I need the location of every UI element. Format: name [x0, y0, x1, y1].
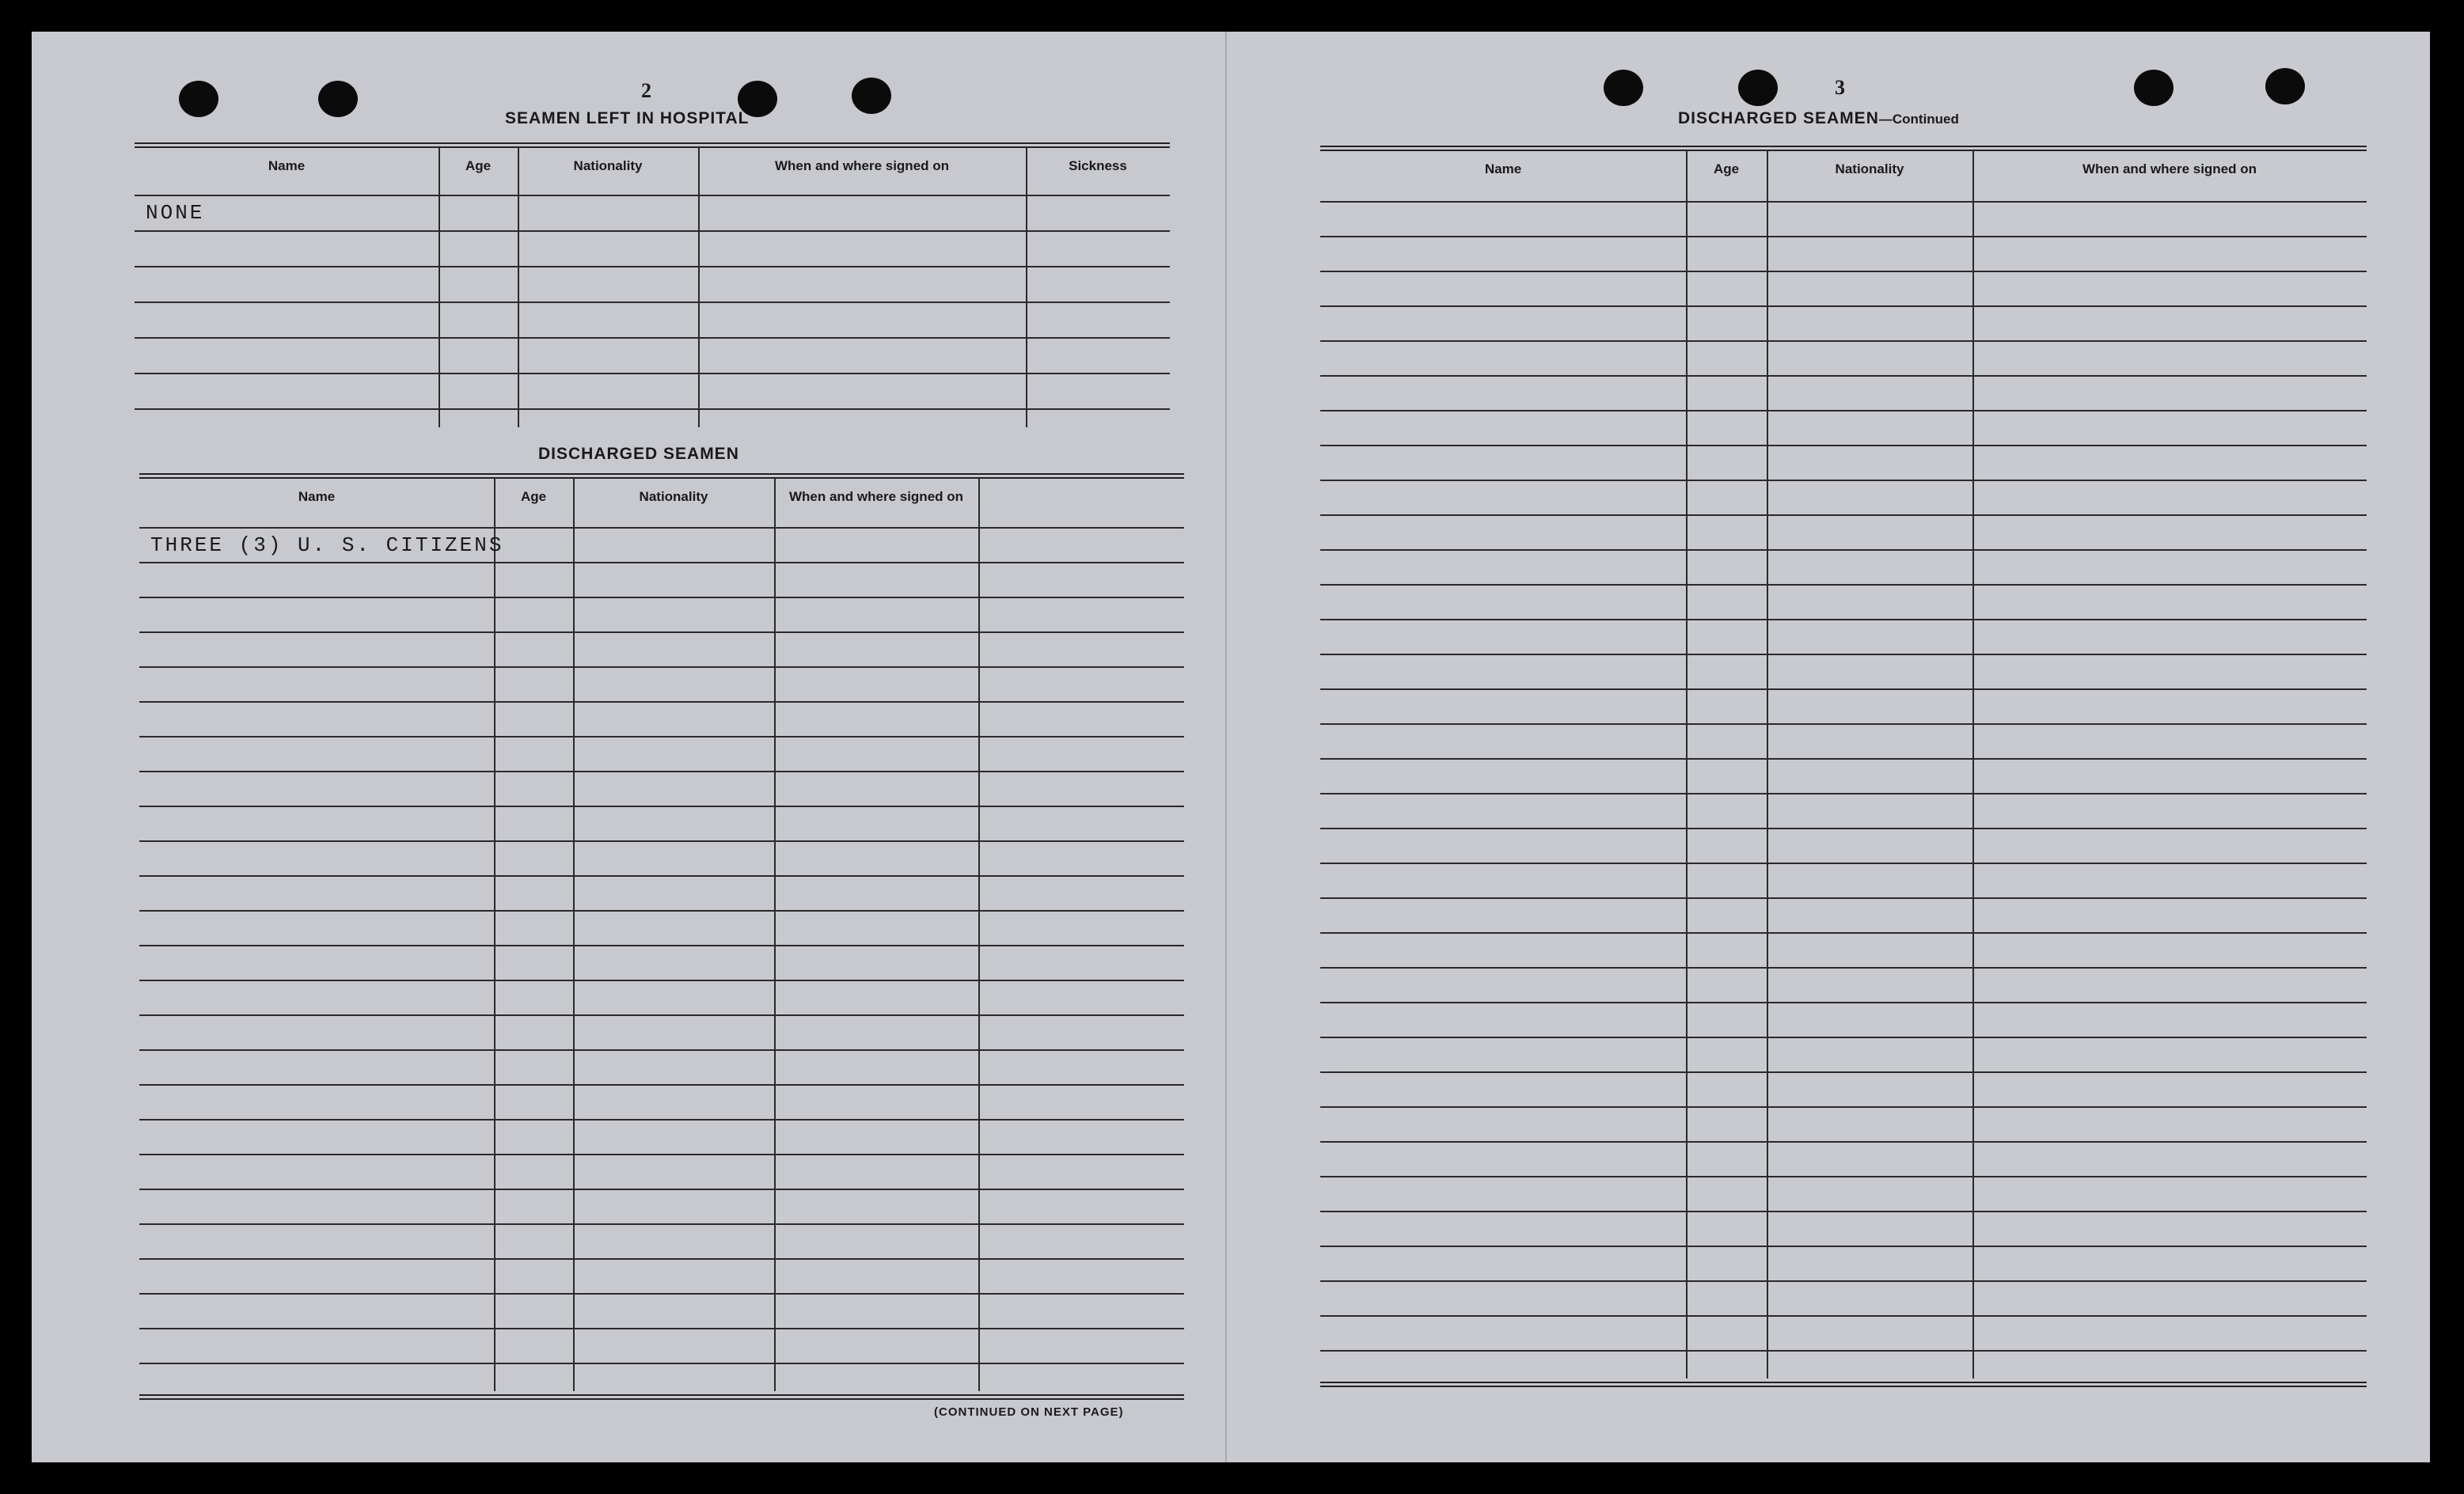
row-line — [1320, 793, 2367, 794]
column-divider — [774, 478, 776, 1391]
column-header: Nationality — [1835, 161, 1904, 176]
header-rule — [139, 527, 1184, 529]
row-line — [1320, 863, 2367, 864]
row-line — [1320, 967, 2367, 969]
row-line — [139, 875, 1184, 877]
row-line — [139, 1293, 1184, 1295]
title-text: DISCHARGED SEAMEN — [1678, 109, 1879, 127]
row-line — [1320, 514, 2367, 516]
row-line — [1320, 1350, 2367, 1352]
punch-hole — [318, 81, 358, 117]
row-line — [139, 631, 1184, 633]
row-line — [1320, 1246, 2367, 1247]
column-divider — [573, 478, 575, 1391]
row-line — [1320, 897, 2367, 899]
column-divider — [1026, 147, 1027, 427]
row-line — [1320, 1071, 2367, 1073]
column-header: Name — [268, 158, 306, 173]
typed-entry: THREE (3) U. S. CITIZENS — [150, 533, 504, 557]
row-line — [1320, 723, 2367, 725]
column-header: When and where signed on — [788, 489, 964, 504]
row-line — [1320, 305, 2367, 307]
row-line — [139, 1119, 1184, 1120]
column-divider — [698, 147, 700, 427]
typed-entry: NONE — [146, 201, 205, 225]
punch-hole — [2134, 70, 2174, 106]
column-divider — [978, 478, 980, 1391]
row-line — [1320, 480, 2367, 481]
column-header: Name — [1484, 161, 1522, 176]
row-line — [139, 840, 1184, 842]
row-line — [135, 373, 1170, 374]
column-divider — [518, 147, 519, 427]
row-line — [1320, 1280, 2367, 1282]
row-line — [139, 1258, 1184, 1260]
row-line — [1320, 1141, 2367, 1143]
table-top-rule — [1320, 146, 2367, 151]
table-bottom-rule — [139, 1394, 1184, 1400]
left-page — [32, 32, 1227, 1462]
row-line — [1320, 1315, 2367, 1317]
row-line — [139, 736, 1184, 738]
row-line — [1320, 1002, 2367, 1003]
row-line — [139, 666, 1184, 668]
column-divider — [1686, 150, 1688, 1378]
table-top-rule — [135, 142, 1170, 148]
row-line — [135, 230, 1170, 232]
row-line — [1320, 1037, 2367, 1038]
column-header: Nationality — [639, 489, 708, 504]
right-page — [1227, 32, 2430, 1462]
column-divider — [494, 478, 495, 1391]
punch-hole — [852, 78, 891, 114]
row-line — [1320, 549, 2367, 551]
row-line — [1320, 340, 2367, 342]
page-number: 2 — [641, 79, 651, 102]
row-line — [1320, 410, 2367, 411]
row-line — [1320, 1211, 2367, 1212]
row-line — [1320, 271, 2367, 272]
punch-hole — [1738, 70, 1778, 106]
column-header: When and where signed on — [2082, 161, 2257, 176]
row-line — [139, 1328, 1184, 1329]
row-line — [1320, 758, 2367, 760]
header-rule — [135, 195, 1170, 196]
row-line — [1320, 445, 2367, 446]
row-line — [139, 1189, 1184, 1190]
column-header: Age — [465, 158, 492, 173]
column-header: Age — [520, 489, 547, 504]
row-line — [1320, 1176, 2367, 1177]
row-line — [139, 1154, 1184, 1155]
punch-hole — [2265, 68, 2305, 104]
hospital-section-title: SEAMEN LEFT IN HOSPITAL — [505, 109, 750, 127]
row-line — [135, 266, 1170, 267]
row-line — [1320, 375, 2367, 377]
column-header: Sickness — [1069, 158, 1127, 173]
row-line — [139, 980, 1184, 981]
column-header: Age — [1713, 161, 1740, 176]
row-line — [139, 1014, 1184, 1016]
row-line — [135, 301, 1170, 303]
row-line — [1320, 236, 2367, 237]
row-line — [139, 806, 1184, 807]
row-line — [135, 337, 1170, 339]
row-line — [1320, 828, 2367, 829]
row-line — [139, 597, 1184, 598]
column-divider — [1767, 150, 1768, 1378]
punch-hole — [1604, 70, 1643, 106]
row-line — [139, 1363, 1184, 1364]
row-line — [1320, 688, 2367, 690]
row-line — [139, 1084, 1184, 1086]
column-header: When and where signed on — [774, 158, 950, 173]
row-line — [135, 408, 1170, 410]
row-line — [139, 701, 1184, 703]
row-line — [139, 910, 1184, 912]
column-divider — [439, 147, 440, 427]
row-line — [139, 771, 1184, 772]
row-line — [1320, 619, 2367, 620]
punch-hole — [179, 81, 218, 117]
discharged-section-title: DISCHARGED SEAMEN — [538, 445, 739, 463]
row-line — [1320, 1106, 2367, 1108]
row-line — [139, 562, 1184, 563]
row-line — [139, 1049, 1184, 1051]
table-bottom-rule — [1320, 1382, 2367, 1387]
column-header: Name — [298, 489, 336, 504]
table-top-rule — [139, 473, 1184, 479]
row-line — [139, 1223, 1184, 1225]
row-line — [139, 945, 1184, 946]
continued-note: (CONTINUED ON NEXT PAGE) — [934, 1405, 1124, 1419]
row-line — [1320, 932, 2367, 934]
column-header: Nationality — [573, 158, 643, 173]
title-suffix: —Continued — [1878, 112, 1959, 127]
discharged-continued-title — [1678, 109, 1959, 128]
row-line — [1320, 584, 2367, 586]
column-divider — [1972, 150, 1974, 1378]
header-rule — [1320, 201, 2367, 203]
page-number: 3 — [1835, 76, 1845, 99]
row-line — [1320, 654, 2367, 655]
